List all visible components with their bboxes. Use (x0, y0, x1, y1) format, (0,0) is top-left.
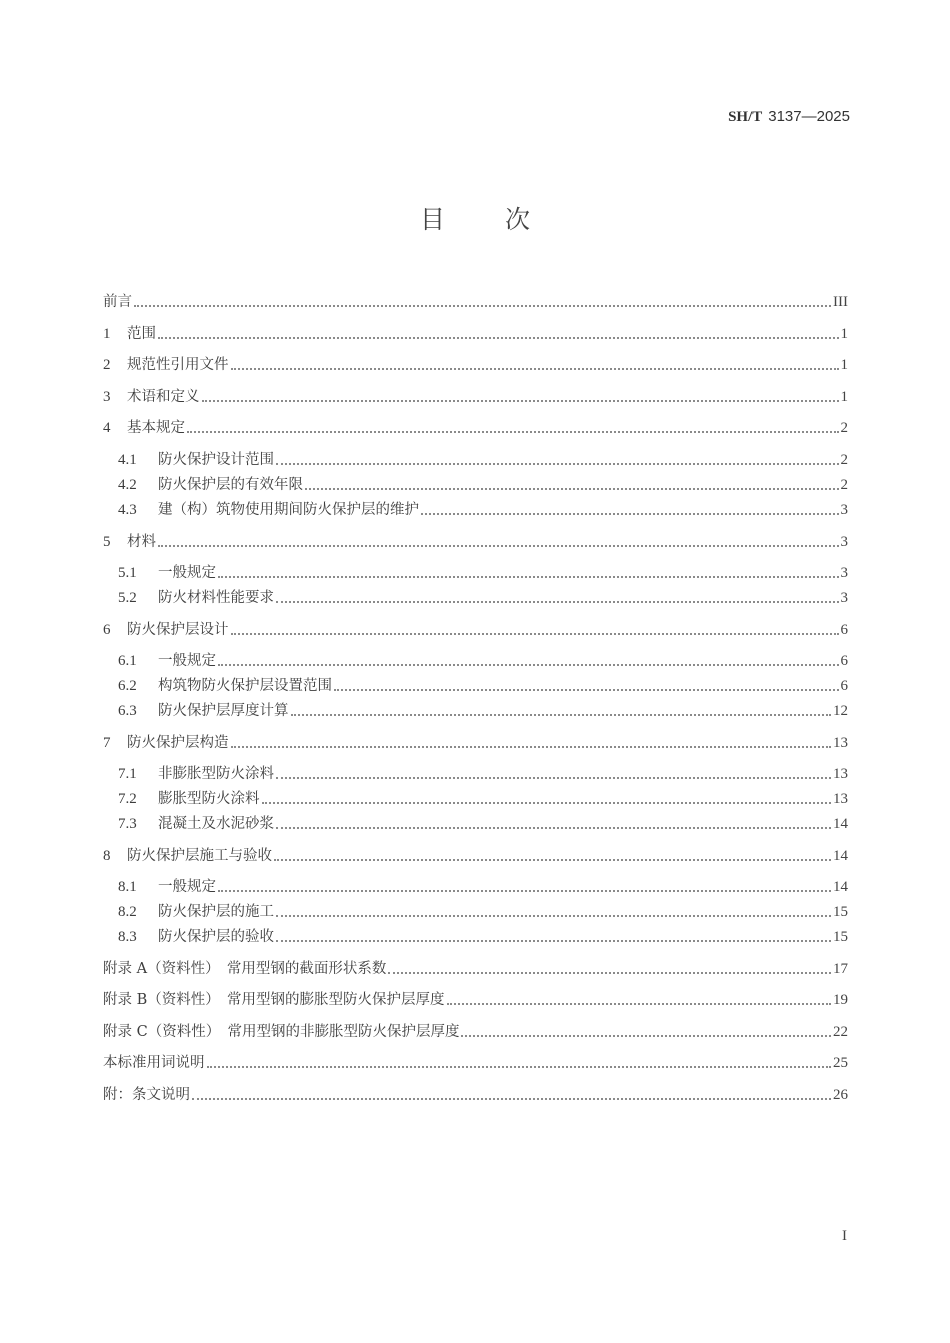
standard-number: 3137—2025 (768, 108, 850, 125)
toc-entry[interactable] (118, 674, 848, 696)
toc-page-number: 13 (833, 766, 848, 782)
toc-entry-label: 防火保护层施工与验收 (127, 848, 272, 864)
dot-leader (276, 600, 839, 603)
dot-leader (218, 889, 831, 892)
toc-entry-label: 一般规定 (158, 653, 216, 669)
dot-leader (447, 1002, 831, 1005)
toc-section-number: 1 (103, 326, 111, 342)
toc-section-number: 6.2 (118, 678, 137, 694)
toc-section-number: 8.1 (118, 879, 137, 895)
toc-page-number: 14 (833, 879, 848, 895)
dot-leader (388, 971, 831, 974)
toc-section-number: 7.3 (118, 816, 137, 832)
toc-section-number: 5 (103, 534, 111, 550)
toc-section-number: 8 (103, 848, 111, 864)
dot-leader (218, 663, 839, 666)
toc-entry[interactable] (118, 925, 848, 947)
toc-page-number: 2 (840, 477, 848, 493)
toc-entry[interactable] (103, 290, 848, 312)
toc-entry-label: 构筑物防火保护层设置范围 (158, 678, 332, 694)
toc-page-number: 1 (840, 389, 848, 405)
dot-leader (158, 544, 839, 547)
toc-entry-label: 建（构）筑物使用期间防火保护层的维护 (158, 502, 419, 518)
dot-leader (187, 430, 839, 433)
title-char-1: 目 (419, 205, 445, 234)
toc-entry-label: 附录 A（资料性） 常用型钢的截面形状系数 (103, 961, 387, 977)
dot-leader (334, 688, 839, 691)
toc-entry[interactable] (118, 787, 848, 809)
toc-entry-label: 范围 (127, 326, 156, 342)
toc-entry[interactable] (103, 1083, 848, 1105)
toc-page-number: 25 (833, 1055, 848, 1071)
title-char-2: 次 (505, 205, 531, 234)
toc-section-number: 2 (103, 357, 111, 373)
toc-entry[interactable] (103, 731, 848, 753)
toc-entry[interactable] (118, 561, 848, 583)
dot-leader (461, 1034, 831, 1037)
toc-entry[interactable] (118, 448, 848, 470)
toc-page-number: 13 (833, 735, 848, 751)
toc-section-number: 6.3 (118, 703, 137, 719)
toc-page-number: 3 (840, 534, 848, 550)
toc-entry-label: 材料 (127, 534, 156, 550)
toc-entry[interactable] (118, 498, 848, 520)
toc-page-number: 3 (840, 565, 848, 581)
toc-entry-label: 附录 C（资料性） 常用型钢的非膨胀型防火保护层厚度 (103, 1024, 460, 1040)
dot-leader (231, 745, 832, 748)
toc-page-number: 1 (840, 357, 848, 373)
toc-page-number: 13 (833, 791, 848, 807)
page-number: I (842, 1228, 847, 1244)
toc-entry-label: 防火保护层构造 (127, 735, 229, 751)
toc-entry-label: 前言 (103, 294, 132, 310)
dot-leader (202, 399, 839, 402)
toc-page-number: 14 (833, 848, 848, 864)
dot-leader (262, 801, 832, 804)
dot-leader (276, 939, 831, 942)
toc-page-number: 15 (833, 929, 848, 945)
toc-entry-label: 防火保护层的验收 (158, 929, 274, 945)
toc-entry-label: 附录 B（资料性） 常用型钢的膨胀型防火保护层厚度 (103, 992, 445, 1008)
toc-entry-label: 术语和定义 (127, 389, 200, 405)
toc-section-number: 6.1 (118, 653, 137, 669)
toc-entry[interactable] (103, 988, 848, 1010)
toc-entry-label: 规范性引用文件 (127, 357, 229, 373)
dot-leader (276, 462, 839, 465)
toc-entry-label: 防火保护层厚度计算 (158, 703, 289, 719)
toc-page-number: 14 (833, 816, 848, 832)
toc-page-number: 3 (840, 502, 848, 518)
toc-section-number: 6 (103, 622, 111, 638)
standard-prefix: SH/T (728, 109, 763, 125)
toc-section-number: 4.2 (118, 477, 137, 493)
toc-page-number: 17 (833, 961, 848, 977)
toc-entry[interactable] (103, 618, 848, 640)
toc-entry[interactable] (103, 1051, 848, 1073)
toc-entry[interactable] (103, 416, 848, 438)
dot-leader (134, 304, 831, 307)
toc-entry-label: 防火保护层的有效年限 (158, 477, 303, 493)
toc-entry[interactable] (103, 322, 848, 344)
toc-section-number: 4.1 (118, 452, 137, 468)
toc-section-number: 5.2 (118, 590, 137, 606)
toc-section-number: 8.3 (118, 929, 137, 945)
toc-entry-label: 防火保护层的施工 (158, 904, 274, 920)
toc-page-number: 6 (840, 678, 848, 694)
toc-entry-label: 防火保护层设计 (127, 622, 229, 638)
toc-entry-label: 防火材料性能要求 (158, 590, 274, 606)
toc-page-number: 2 (840, 452, 848, 468)
toc-page-number: 12 (833, 703, 848, 719)
standard-code (728, 108, 850, 126)
dot-leader (421, 512, 839, 515)
dot-leader (192, 1097, 831, 1100)
toc-entry-label: 膨胀型防火涂料 (158, 791, 260, 807)
toc-page-number: 15 (833, 904, 848, 920)
toc-section-number: 3 (103, 389, 111, 405)
dot-leader (305, 487, 839, 490)
dot-leader (276, 776, 831, 779)
toc-section-number: 4.3 (118, 502, 137, 518)
toc-entry[interactable] (118, 473, 848, 495)
toc-entry-label: 本标准用词说明 (103, 1055, 205, 1071)
toc-entry[interactable] (103, 385, 848, 407)
dot-leader (231, 367, 839, 370)
toc-entry[interactable] (103, 844, 848, 866)
dot-leader (218, 575, 839, 578)
dot-leader (276, 826, 831, 829)
toc-page-number: 3 (840, 590, 848, 606)
toc-page-number: 2 (840, 420, 848, 436)
toc-entry-label: 附：条文说明 (103, 1087, 190, 1103)
toc-section-number: 7.2 (118, 791, 137, 807)
toc-page-number: 19 (833, 992, 848, 1008)
toc-section-number: 7 (103, 735, 111, 751)
toc-entry[interactable] (118, 586, 848, 608)
toc-entry[interactable] (118, 875, 848, 897)
toc-entry[interactable] (118, 812, 848, 834)
dot-leader (291, 713, 832, 716)
toc-entry-label: 基本规定 (127, 420, 185, 436)
dot-leader (207, 1065, 832, 1068)
toc-section-number: 4 (103, 420, 111, 436)
dot-leader (276, 914, 831, 917)
toc-page-number: III (833, 294, 848, 310)
toc-entry-label: 一般规定 (158, 565, 216, 581)
toc-page-number: 6 (840, 622, 848, 638)
toc-section-number: 5.1 (118, 565, 137, 581)
toc-entry[interactable] (103, 353, 848, 375)
toc-entry[interactable] (118, 699, 848, 721)
toc-entry[interactable] (118, 762, 848, 784)
toc-entry-label: 防火保护设计范围 (158, 452, 274, 468)
toc-page-number: 6 (840, 653, 848, 669)
toc-page-number: 26 (833, 1087, 848, 1103)
toc-page-number: 22 (833, 1024, 848, 1040)
toc-page-number: 1 (840, 326, 848, 342)
toc-entry[interactable] (103, 957, 848, 979)
dot-leader (158, 336, 839, 339)
toc-entry[interactable] (103, 530, 848, 552)
toc-entry-label: 非膨胀型防火涂料 (158, 766, 274, 782)
dot-leader (274, 858, 831, 861)
toc-section-number: 8.2 (118, 904, 137, 920)
toc-entry-label: 一般规定 (158, 879, 216, 895)
toc-section-number: 7.1 (118, 766, 137, 782)
toc-entry[interactable] (103, 1020, 848, 1042)
toc-entry[interactable] (118, 900, 848, 922)
dot-leader (231, 632, 839, 635)
page-title (0, 200, 950, 236)
toc-entry[interactable] (118, 649, 848, 671)
toc-entry-label: 混凝土及水泥砂浆 (158, 816, 274, 832)
